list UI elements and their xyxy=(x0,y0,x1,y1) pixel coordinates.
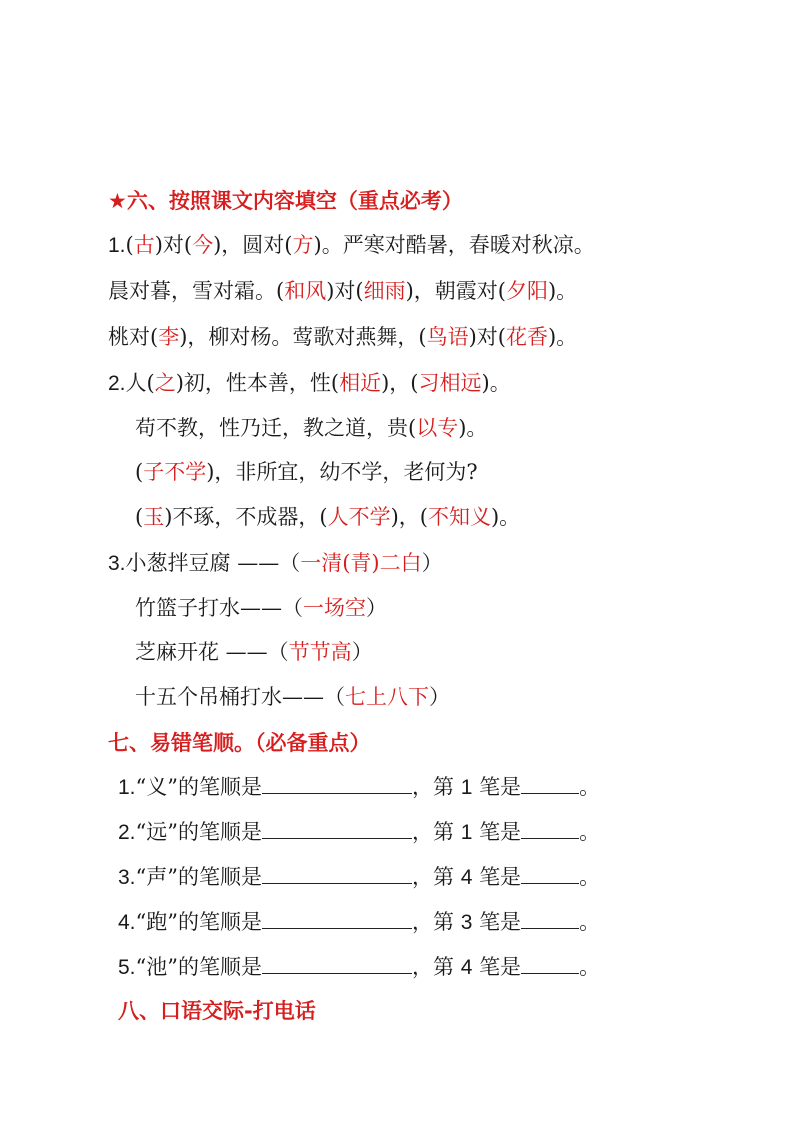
answer: 相近 xyxy=(339,371,382,395)
text: )，( xyxy=(381,371,419,395)
answer: 之 xyxy=(154,371,176,395)
q3-line-1 xyxy=(108,548,800,579)
answer: 和风 xyxy=(284,279,327,303)
item-text: “远”的笔顺是 xyxy=(135,820,262,844)
item-number: 3. xyxy=(118,866,136,889)
answer: 一场空 xyxy=(303,596,366,620)
text: )不琢，不成器，( xyxy=(164,505,328,529)
q2-line-4 xyxy=(135,502,800,532)
text: )。严寒对酷暑，春暖对秋凉。 xyxy=(313,233,595,257)
answer: 夕阳 xyxy=(505,279,548,303)
answer-blank[interactable] xyxy=(521,817,579,839)
answer: 玉 xyxy=(143,505,165,529)
item-text: 笔是 xyxy=(479,820,522,844)
item-text: ，第 xyxy=(412,865,454,889)
item-text: “跑”的笔顺是 xyxy=(135,910,262,934)
item-text: 。 xyxy=(579,865,601,889)
item-text: ，第 xyxy=(412,775,454,799)
answer-blank[interactable] xyxy=(521,952,579,974)
text: )初，性本善，性( xyxy=(175,371,340,395)
item-text: 。 xyxy=(579,775,601,799)
answer: 鸟语 xyxy=(426,325,469,349)
answer: 以专 xyxy=(416,416,459,440)
answer: 李 xyxy=(158,325,180,349)
answer-blank[interactable] xyxy=(262,772,412,794)
stroke-number: 1 xyxy=(460,821,473,844)
item-text: 。 xyxy=(579,910,601,934)
text: )对( xyxy=(326,279,364,303)
stroke-item-3 xyxy=(118,862,800,893)
section-7-title: 七、易错笔顺。（必备重点） xyxy=(108,731,371,755)
answer: 习相远 xyxy=(418,371,482,395)
item-number: 2. xyxy=(118,821,136,844)
text: 人( xyxy=(125,371,155,395)
stroke-item-2 xyxy=(118,817,800,848)
stroke-item-4 xyxy=(118,907,800,938)
answer-blank[interactable] xyxy=(262,817,412,839)
text: 十五个吊桶打水——（ xyxy=(135,685,345,709)
answer: 古 xyxy=(133,233,155,257)
answer: 子不学 xyxy=(143,460,207,484)
text: 芝麻开花 ——（ xyxy=(135,640,289,664)
q3-line-2 xyxy=(135,593,800,623)
item-number: 5. xyxy=(118,956,136,979)
text: ( xyxy=(135,505,144,529)
text: 晨对暮，雪对霜。( xyxy=(108,279,285,303)
q1-number: 1. xyxy=(108,234,126,257)
answer: 人不学 xyxy=(327,505,391,529)
answer: 花香 xyxy=(505,325,548,349)
text: )。 xyxy=(490,505,521,529)
item-text: 笔是 xyxy=(479,910,522,934)
section-8-title: 八、口语交际-打电话 xyxy=(118,999,316,1023)
item-number: 1. xyxy=(118,776,136,799)
answer: 七上八下 xyxy=(345,685,429,709)
item-text: ，第 xyxy=(412,955,454,979)
answer: 一清(青)二白 xyxy=(300,551,422,575)
item-text: “声”的笔顺是 xyxy=(135,865,262,889)
q1-line-3 xyxy=(108,322,800,352)
item-text: “池”的笔顺是 xyxy=(135,955,262,979)
answer: 方 xyxy=(292,233,314,257)
q2-number: 2. xyxy=(108,372,126,395)
item-text: 笔是 xyxy=(479,955,522,979)
text: ） xyxy=(351,640,373,664)
stroke-item-1 xyxy=(118,772,800,803)
stroke-item-5 xyxy=(118,952,800,983)
q3-line-3 xyxy=(135,637,800,667)
stroke-number: 4 xyxy=(460,866,473,889)
text: ） xyxy=(366,596,387,620)
stroke-number: 3 xyxy=(460,911,473,934)
item-text: 。 xyxy=(579,955,601,979)
answer-blank[interactable] xyxy=(262,907,412,929)
text: )。 xyxy=(547,325,578,349)
q1-line-1 xyxy=(108,230,800,261)
text: )对( xyxy=(154,233,193,257)
text: ） xyxy=(429,685,450,709)
answer-blank[interactable] xyxy=(262,862,412,884)
item-number: 4. xyxy=(118,911,136,934)
item-text: ，第 xyxy=(412,820,454,844)
text: )，圆对( xyxy=(213,233,293,257)
stroke-number: 1 xyxy=(460,776,473,799)
text: ( xyxy=(125,233,134,257)
text: 小葱拌豆腐 ——（ xyxy=(125,551,301,575)
answer-blank[interactable] xyxy=(521,862,579,884)
q1-line-2 xyxy=(108,276,800,306)
answer: 节节高 xyxy=(288,640,352,664)
text: )。 xyxy=(481,371,511,395)
text: )，柳对杨。莺歌对燕舞，( xyxy=(179,325,427,349)
item-text: “义”的笔顺是 xyxy=(135,775,262,799)
item-text: 笔是 xyxy=(479,865,522,889)
q2-line-1 xyxy=(108,368,800,399)
text: ） xyxy=(421,551,443,575)
q3-line-4 xyxy=(135,682,800,712)
text: )。 xyxy=(547,279,578,303)
answer: 细雨 xyxy=(363,279,406,303)
text: )，朝霞对( xyxy=(405,279,506,303)
item-text: ，第 xyxy=(412,910,454,934)
section-6-title: ★六、按照课文内容填空（重点必考） xyxy=(108,189,463,213)
answer-blank[interactable] xyxy=(262,952,412,974)
text: 竹篮子打水——（ xyxy=(135,596,303,620)
q3-number: 3. xyxy=(108,552,126,575)
item-text: 。 xyxy=(579,820,601,844)
answer: 不知义 xyxy=(427,505,491,529)
answer-blank[interactable] xyxy=(521,907,579,929)
text: )，非所宜，幼不学，老何为? xyxy=(206,460,478,484)
text: )对( xyxy=(468,325,506,349)
answer: 今 xyxy=(192,233,214,257)
text: ( xyxy=(135,460,144,484)
text: 苟不教，性乃迁，教之道，贵( xyxy=(135,416,417,440)
stroke-number: 4 xyxy=(460,956,473,979)
answer-blank[interactable] xyxy=(521,772,579,794)
text: )。 xyxy=(458,416,488,440)
item-text: 笔是 xyxy=(479,775,522,799)
q2-line-3 xyxy=(135,457,800,487)
text: 桃对( xyxy=(108,325,159,349)
text: )，( xyxy=(390,505,428,529)
q2-line-2 xyxy=(135,413,800,443)
